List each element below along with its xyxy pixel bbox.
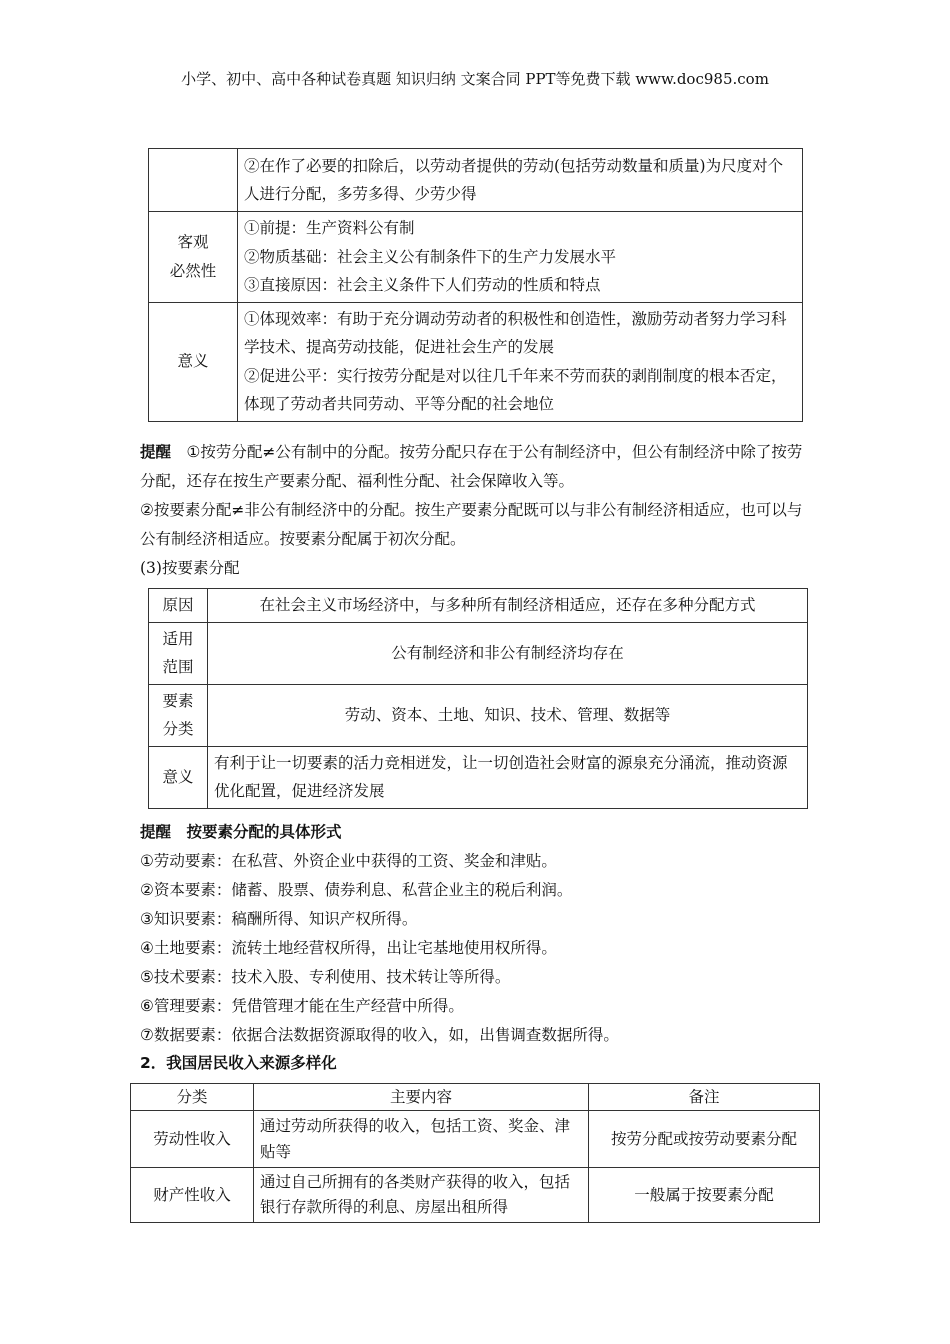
tip-paragraph-2: ②按要素分配≠非公有制经济中的分配。按生产要素分配既可以与非公有制经济相适应，也可以与公有制经济相适应。按要素分配属于初次分配。 — [140, 501, 803, 548]
row-label: 适用 范围 — [149, 622, 208, 684]
list-item: ⑥管理要素：凭借管理才能在生产经营中所得。 — [140, 997, 464, 1015]
row-label: 意义 — [149, 302, 238, 421]
table-row — [131, 1111, 820, 1168]
column-header: 备注 — [589, 1084, 820, 1111]
table-row — [149, 746, 808, 808]
distribution-table — [148, 148, 803, 422]
list-item: ②资本要素：储蓄、股票、债券利息、私营企业主的税后利润。 — [140, 881, 573, 899]
factor-distribution-table — [148, 588, 808, 809]
row-content: ②在作了必要的扣除后，以劳动者提供的劳动(包括劳动数量和质量)为尺度对个人进行分配，多劳多得、少劳少得 — [238, 149, 803, 212]
table-row — [149, 684, 808, 746]
list-item: ③知识要素：稿酬所得、知识产权所得。 — [140, 910, 418, 928]
income-source-table — [130, 1083, 820, 1223]
row-content: ①体现效率：有助于充分调动劳动者的积极性和创造性，激励劳动者努力学习科学技术、提高劳动技能，促进社会生产的发展 ②促进公平：实行按劳分配是对以往几千年来不劳而获的剥削制度的根本否定，体现了劳动者共同劳动、平等分配的社会地位 — [238, 302, 803, 421]
row-content: ①前提：生产资料公有制 ②物质基础：社会主义公有制条件下的生产力发展水平 ③直接原因：社会主义条件下人们劳动的性质和特点 — [238, 212, 803, 303]
row-label — [149, 149, 238, 212]
table-header-row — [131, 1084, 820, 1111]
tip-title: 提醒 按要素分配的具体形式 — [140, 823, 342, 841]
row-content: 在社会主义市场经济中，与多种所有制经济相适应，还存在多种分配方式 — [208, 589, 808, 623]
table-cell: 通过自己所拥有的各类财产获得的收入，包括银行存款所得的利息、房屋出租所得 — [254, 1168, 589, 1223]
table-row — [149, 622, 808, 684]
page-header: 小学、初中、高中各种试卷真题 知识归纳 文案合同 PPT等免费下载 www.doc985.com — [181, 70, 769, 88]
table-row — [149, 149, 803, 212]
section-heading: (3)按要素分配 — [140, 559, 240, 577]
table-row — [131, 1168, 820, 1223]
list-item: ①劳动要素：在私营、外资企业中获得的工资、奖金和津贴。 — [140, 852, 557, 870]
tip-paragraph-1: 提醒 ①按劳分配≠公有制中的分配。按劳分配只存在于公有制经济中，但公有制经济中除了按劳分配，还存在按生产要素分配、福利性分配、社会保障收入等。 — [140, 443, 803, 490]
row-label: 原因 — [149, 589, 208, 623]
table-cell: 财产性收入 — [131, 1168, 254, 1223]
table-row — [149, 212, 803, 303]
row-label: 客观 必然性 — [149, 212, 238, 303]
row-content: 劳动、资本、土地、知识、技术、管理、数据等 — [208, 684, 808, 746]
table-cell: 通过劳动所获得的收入，包括工资、奖金、津贴等 — [254, 1111, 589, 1168]
table-cell: 劳动性收入 — [131, 1111, 254, 1168]
row-label: 要素 分类 — [149, 684, 208, 746]
column-header: 分类 — [131, 1084, 254, 1111]
table-row — [149, 589, 808, 623]
table-row — [149, 302, 803, 421]
section-heading: 2．我国居民收入来源多样化 — [140, 1054, 337, 1072]
tip-list — [140, 847, 810, 1050]
list-item: ④土地要素：流转土地经营权所得，出让宅基地使用权所得。 — [140, 939, 557, 957]
table-cell: 按劳分配或按劳动要素分配 — [589, 1111, 820, 1168]
row-label: 意义 — [149, 746, 208, 808]
list-item: ⑦数据要素：依据合法数据资源取得的收入，如，出售调查数据所得。 — [140, 1026, 619, 1044]
row-content: 有利于让一切要素的活力竞相迸发，让一切创造社会财富的源泉充分涌流，推动资源优化配置，促进经济发展 — [208, 746, 808, 808]
table-cell: 一般属于按要素分配 — [589, 1168, 820, 1223]
column-header: 主要内容 — [254, 1084, 589, 1111]
list-item: ⑤技术要素：技术入股、专利使用、技术转让等所得。 — [140, 968, 511, 986]
row-content: 公有制经济和非公有制经济均存在 — [208, 622, 808, 684]
